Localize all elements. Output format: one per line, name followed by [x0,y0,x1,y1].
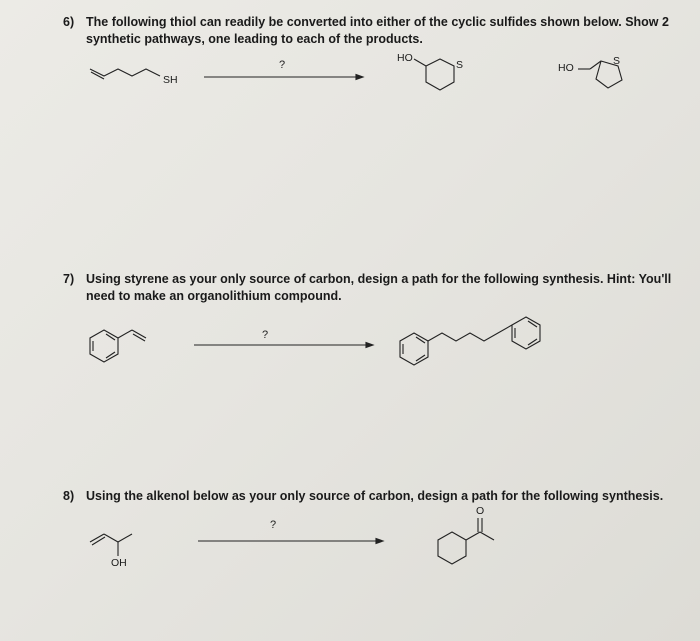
thiane-ho-label: HO [397,52,413,64]
alkenol-oh-label: OH [111,557,127,569]
alkenol-structure [90,534,132,556]
question-7-line-1: Using styrene as your only source of carbon, design a path for the following synthesis. Hint: You'll [86,272,672,286]
thiol-structure [90,69,160,79]
question-8-line-1: Using the alkenol below as your only source of carbon, design a path for the following synthesis. [86,489,664,503]
thiane-product [414,59,454,90]
question-7-number: 7) [63,272,75,286]
question-6-line-2: synthetic pathways, one leading to each of the products. [86,32,423,46]
styrene-structure [90,330,146,362]
q6-arrow-question-mark: ? [279,59,286,71]
q7-reaction-arrow [194,343,373,348]
thiol-sh-label: SH [163,74,178,86]
diphenyl-product [400,317,540,365]
question-6-number: 6) [63,15,75,29]
thiolane-ho-label: HO [558,62,574,74]
q6-reaction-arrow [204,75,363,80]
q7-arrow-question-mark: ? [262,329,269,341]
q8-arrow-question-mark: ? [270,519,277,531]
ketone-oxygen-label: O [476,505,485,517]
question-8-number: 8) [63,489,75,503]
q8-reaction-arrow [198,539,383,544]
thiolane-s-label: S [613,55,621,67]
thiane-s-label: S [456,59,464,71]
question-7-line-2: need to make an organolithium compound. [86,289,342,303]
question-6-line-1: The following thiol can readily be converted into either of the cyclic sulfides shown below. Show 2 [86,15,669,29]
ketone-product [438,518,494,564]
